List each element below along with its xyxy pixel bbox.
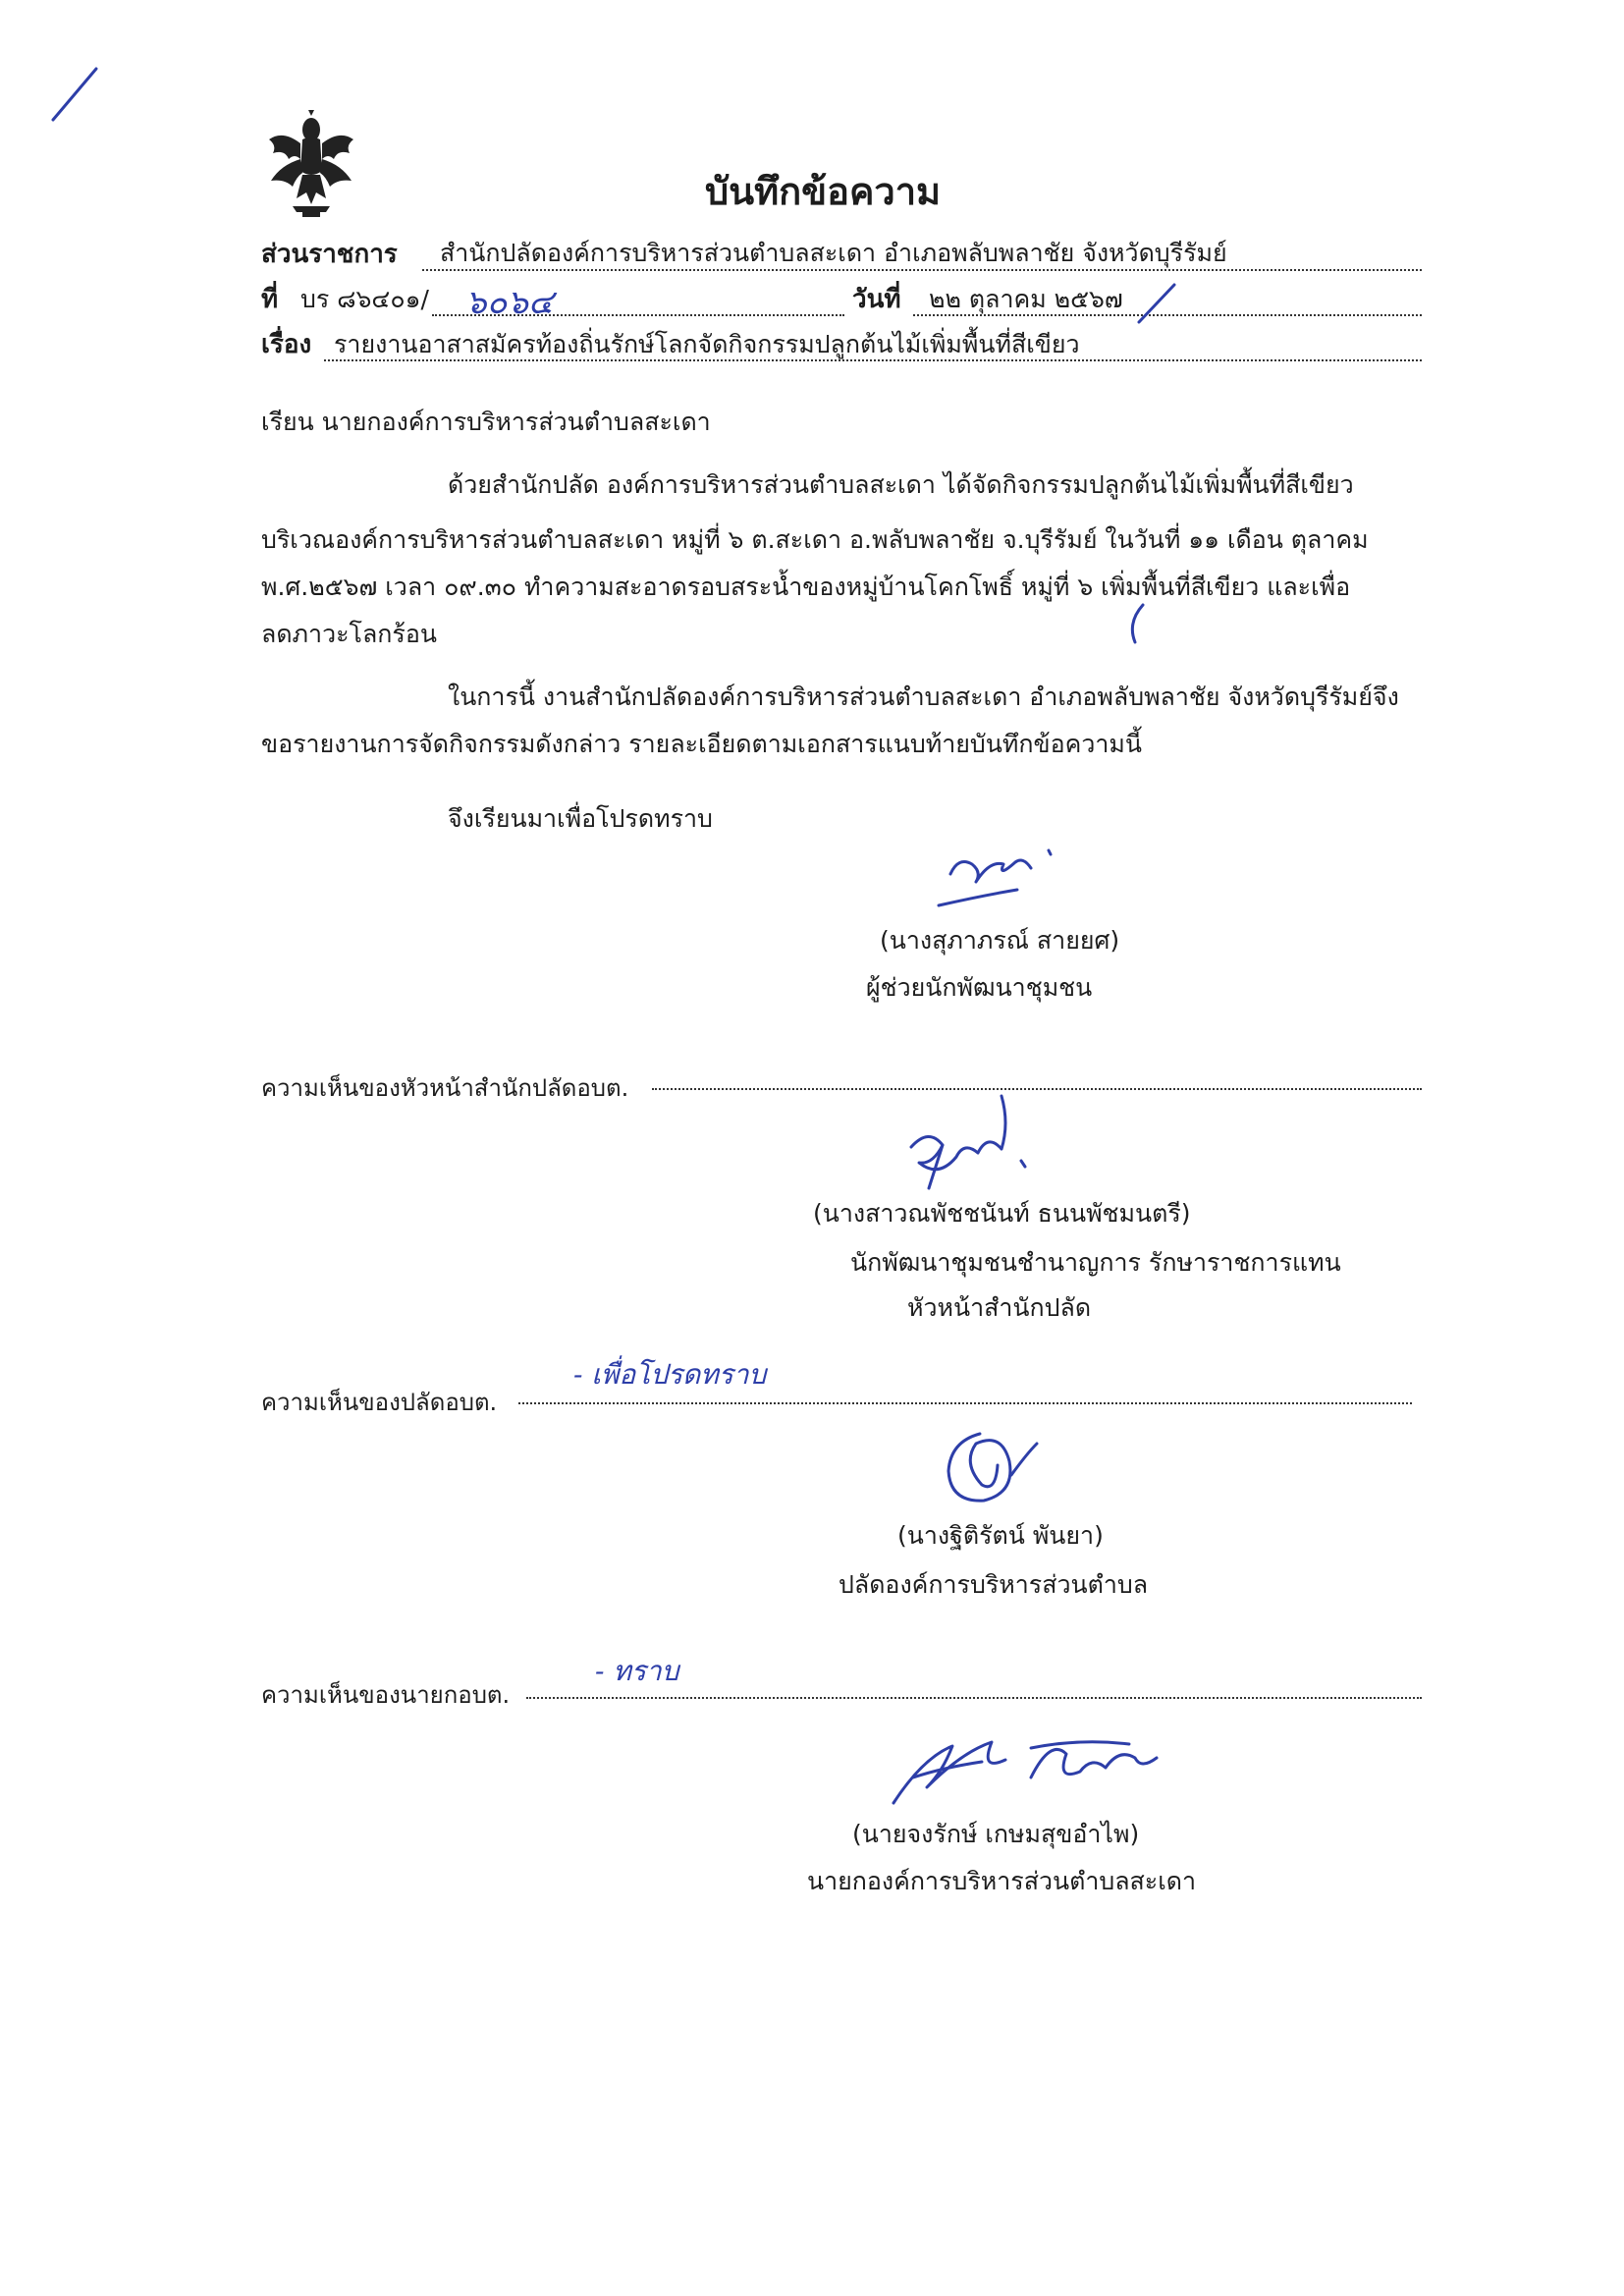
agency-label: ส่วนราชการ [261,240,398,269]
signer1-position: ผู้ช่วยนักพัฒนาชุมชน [866,973,1093,1002]
signature-4 [884,1709,1168,1817]
date-value: ๒๒ ตุลาคม ๒๕๖๗ [929,285,1123,313]
signature-2 [899,1088,1066,1196]
para2-line1: ในการนี้ งานสำนักปลัดองค์การบริหารส่วนตำบลสะเดา อำเภอพลับพลาชัย จังหวัดบุรีรัมย์จึง [448,683,1399,711]
ref-label: ที่ [261,285,279,314]
signer1-name: (นางสุภาภรณ์ สายยศ) [880,926,1120,955]
opinion1-signer-position: นักพัฒนาชุมชนชำนาญการ รักษาราชการแทน [850,1248,1341,1277]
subject-value: รายงานอาสาสมัครท้องถิ่นรักษ์โลกจัดกิจกรรมปลูกต้นไม้เพิ่มพื้นที่สีเขียว [334,330,1080,358]
opinion3-signer-name: (นายจงรักษ์ เกษมสุขอำไพ) [852,1820,1140,1848]
para-pen-mark [1121,599,1151,648]
opinion2-dotted-line [518,1402,1412,1404]
signature-1 [933,835,1070,913]
para1-line3: พ.ศ.๒๕๖๗ เวลา ๐๙.๓๐ ทำความสะอาดรอบสระน้ำของหมู่บ้านโคกโพธิ์ หมู่ที่ ๖ เพิ่มพื้นที่สีเขียว และเพื่อ [261,573,1351,601]
opinion1-signer-name: (นางสาวณพัชชนันท์ ธนนพัชมนตรี) [813,1199,1191,1228]
subject-dotted-line [324,359,1422,361]
para1-line2: บริเวณองค์การบริหารส่วนตำบลสะเดา หมู่ที่ ๖ ต.สะเดา อ.พลับพลาชัย จ.บุรีรัมย์ ในวันที่ ๑๑ เดือน ตุลาคม [261,525,1369,554]
opinion2-signer-name: (นางฐิติรัตน์ พันยา) [897,1521,1104,1550]
opinion1-label: ความเห็นของหัวหน้าสำนักปลัดอบต. [261,1074,629,1102]
para1-line1: ด้วยสำนักปลัด องค์การบริหารส่วนตำบลสะเดา ได้จัดกิจกรรมปลูกต้นไม้เพิ่มพื้นที่สีเขียว [448,470,1354,499]
garuda-emblem-icon [263,110,359,218]
salutation: เรียน นายกองค์การบริหารส่วนตำบลสะเดา [261,408,711,436]
ref-handwritten-number: ๖๐๖๔ [465,283,554,322]
opinion2-handwritten-note: - เพื่อโปรดทราบ [573,1358,767,1391]
signature-3 [933,1414,1070,1522]
agency-dotted-line [422,269,1422,271]
date-label: วันที่ [852,285,901,314]
stray-pen-mark [47,65,106,128]
opinion3-label: ความเห็นของนายกอบต. [261,1681,511,1709]
ref-number: บร ๘๖๔๐๑/ [300,285,429,313]
memo-title: บันทึกข้อความ [705,170,942,213]
opinion2-label: ความเห็นของปลัดอบต. [261,1389,498,1416]
opinion2-signer-position: ปลัดองค์การบริหารส่วนตำบล [839,1570,1149,1599]
subject-label: เรื่อง [261,330,312,359]
closing-text: จึงเรียนมาเพื่อโปรดทราบ [448,804,713,833]
opinion3-dotted-line [526,1697,1422,1699]
opinion3-signer-position: นายกองค์การบริหารส่วนตำบลสะเดา [807,1867,1197,1895]
agency-value: สำนักปลัดองค์การบริหารส่วนตำบลสะเดา อำเภอพลับพลาชัย จังหวัดบุรีรัมย์ [440,239,1227,267]
date-pen-tick [1127,281,1186,330]
para1-line4: ลดภาวะโลกร้อน [261,620,437,648]
opinion1-signer-position2: หัวหน้าสำนักปลัด [907,1293,1092,1322]
ref-dotted-line [432,314,844,316]
opinion3-handwritten-note: - ทราบ [595,1655,679,1687]
para2-line2: ขอรายงานการจัดกิจกรรมดังกล่าว รายละเอียดตามเอกสารแนบท้ายบันทึกข้อความนี้ [261,730,1142,758]
